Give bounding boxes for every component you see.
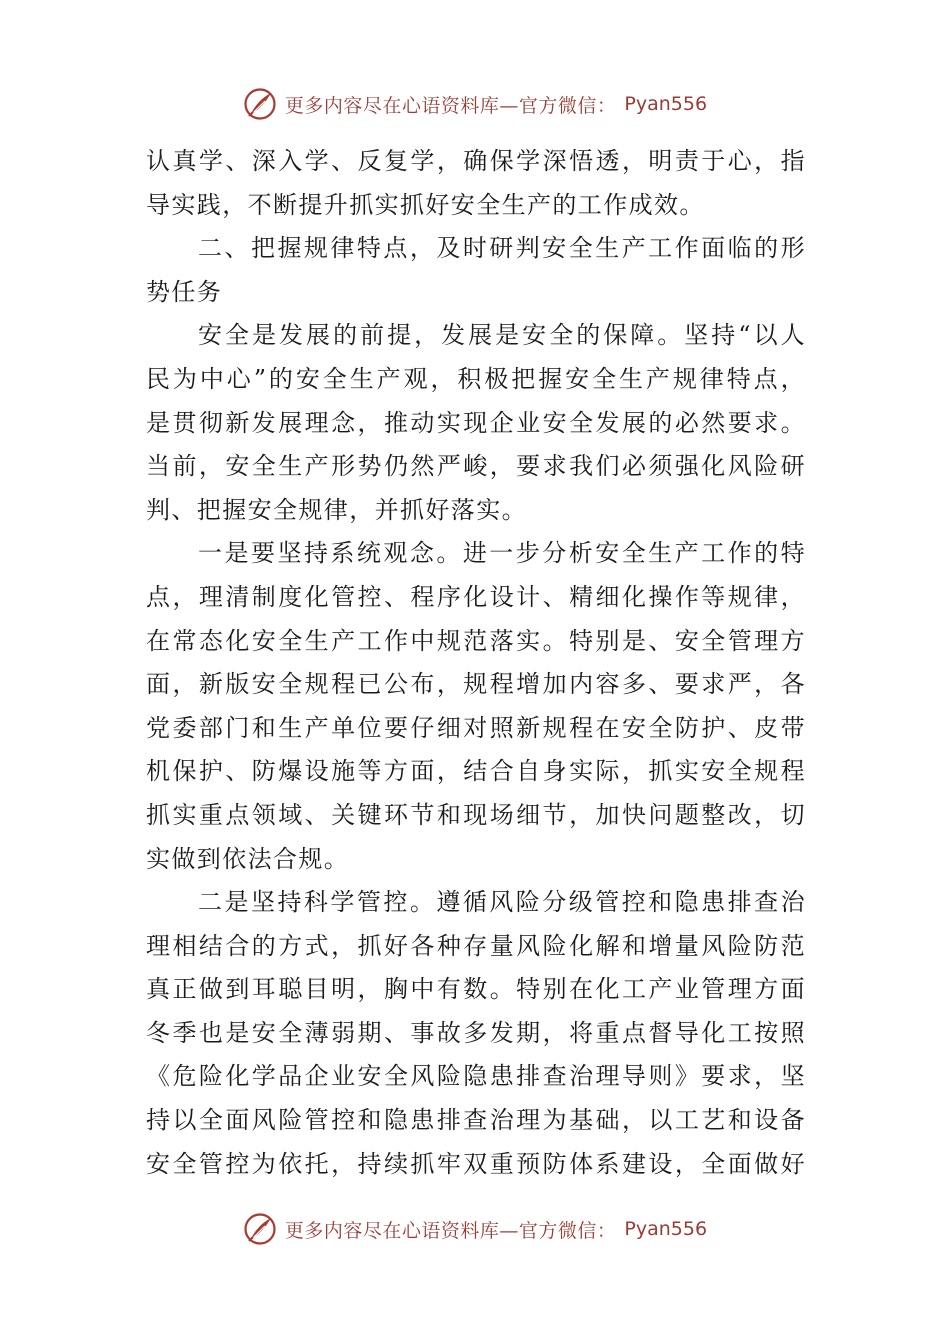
text-line: 《危险化学品企业安全风险隐患排查治理导则》要求，坚 bbox=[146, 1062, 806, 1091]
text-line: 判、把握安全规律，并抓好落实。 bbox=[146, 495, 527, 524]
text-line: 点，理清制度化管控、程序化设计、精细化操作等规律， bbox=[146, 582, 806, 611]
text-line: 认真学、深入学、反复学，确保学深悟透，明责于心，指 bbox=[146, 147, 806, 175]
section-heading-line: 势任务 bbox=[146, 277, 223, 306]
document-body bbox=[146, 140, 806, 1186]
text-line: 安全管控为依托，持续抓牢双重预防体系建设，全面做好 bbox=[146, 1149, 806, 1178]
text-line: 党委部门和生产单位要仔细对照新规程在安全防护、皮带 bbox=[146, 713, 806, 742]
text-line: 抓实重点领域、关键环节和现场细节，加快问题整改，切 bbox=[146, 800, 806, 829]
text-line: 理相结合的方式，抓好各种存量风险化解和增量风险防范 bbox=[146, 931, 806, 960]
watermark-wechat-id: Pyan556 bbox=[624, 1218, 708, 1240]
watermark-text: 更多内容尽在心语资料库—官方微信： bbox=[284, 94, 617, 117]
text-line: 导实践，不断提升抓实抓好安全生产的工作成效。 bbox=[146, 190, 705, 219]
watermark-header bbox=[0, 84, 950, 124]
text-line: 当前，安全生产形势仍然严峻，要求我们必须强化风险研 bbox=[146, 452, 806, 481]
text-line: 民为中心”的安全生产观，积极把握安全生产规律特点， bbox=[146, 364, 806, 393]
text-line: 二是坚持科学管控。遵循风险分级管控和隐患排查治 bbox=[198, 888, 806, 917]
quill-pen-logo-icon bbox=[243, 87, 277, 121]
text-line: 一是要坚持系统观念。进一步分析安全生产工作的特 bbox=[198, 539, 806, 568]
quill-pen-logo-icon bbox=[243, 1212, 277, 1246]
watermark-text: 更多内容尽在心语资料库—官方微信： bbox=[284, 1219, 617, 1242]
watermark-wechat-id: Pyan556 bbox=[624, 93, 708, 115]
text-line: 在常态化安全生产工作中规范落实。特别是、安全管理方 bbox=[146, 626, 806, 655]
text-line: 是贯彻新发展理念，推动实现企业安全发展的必然要求。 bbox=[146, 408, 806, 437]
text-line: 持以全面风险管控和隐患排查治理为基础，以工艺和设备 bbox=[146, 1106, 806, 1135]
watermark-footer bbox=[0, 1209, 950, 1249]
text-line: 实做到依法合规。 bbox=[146, 844, 350, 873]
text-line: 冬季也是安全薄弱期、事故多发期，将重点督导化工按照 bbox=[146, 1018, 806, 1047]
text-line: 面，新版安全规程已公布，规程增加内容多、要求严，各 bbox=[146, 670, 806, 699]
text-line: 安全是发展的前提，发展是安全的保障。坚持“以人 bbox=[198, 321, 806, 350]
text-line: 真正做到耳聪目明，胸中有数。特别在化工产业管理方面 bbox=[146, 975, 806, 1004]
text-line: 机保护、防爆设施等方面，结合自身实际，抓实安全规程 bbox=[146, 757, 806, 786]
section-heading-line: 二、把握规律特点，及时研判安全生产工作面临的形 bbox=[198, 234, 806, 263]
